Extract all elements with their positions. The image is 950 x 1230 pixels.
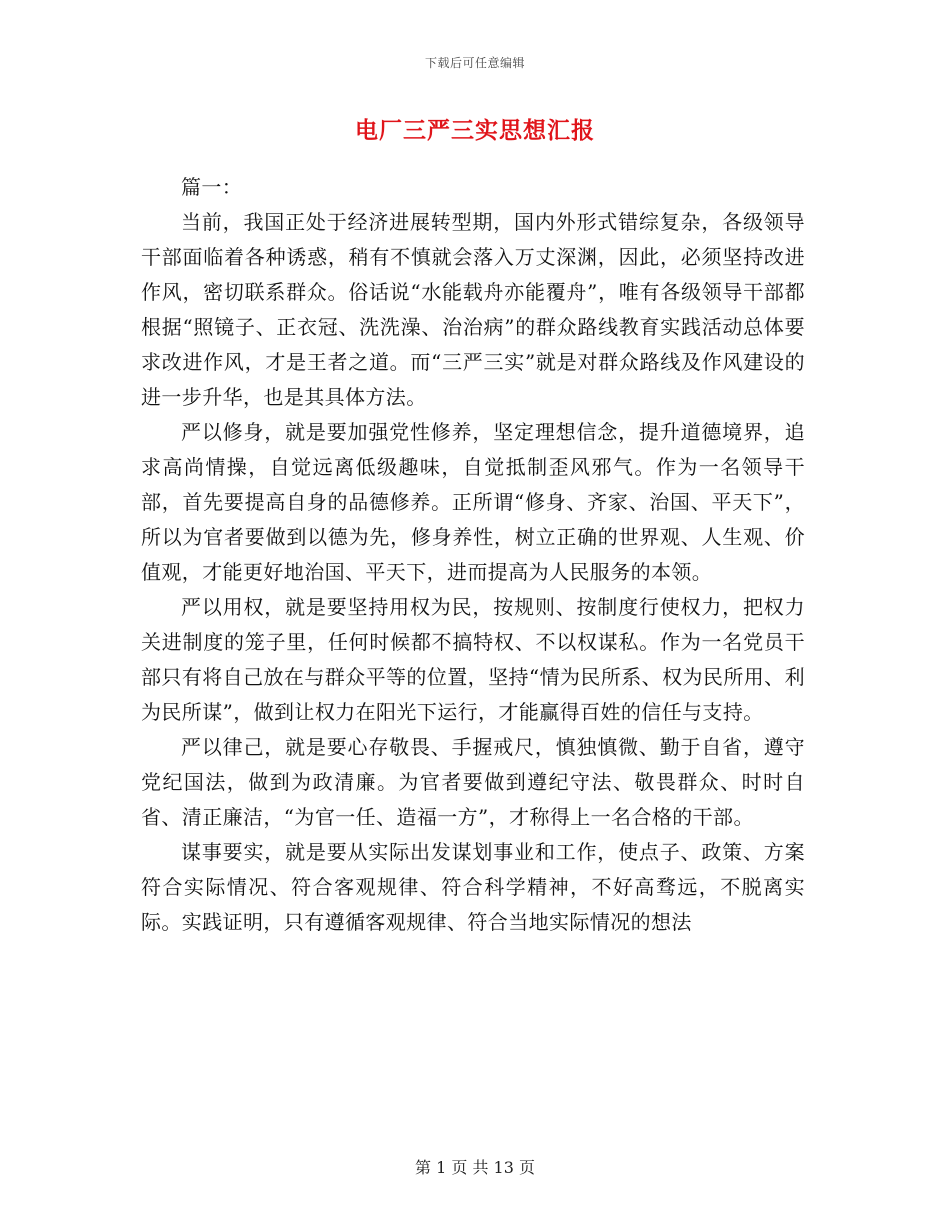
paragraph: 谋事要实，就是要从实际出发谋划事业和工作，使点子、政策、方案符合实际情况、符合客观规律、符合科学精神，不好高骛远，不脱离实际。实践证明，只有遵循客观规律、符合当地实际情况的想法	[141, 840, 805, 934]
document-title: 电厂三严三实思想汇报	[355, 117, 595, 144]
page-number-footer: 第 1 页 共 13 页	[415, 1158, 535, 1177]
paragraph: 严以律己，就是要心存敬畏、手握戒尺，慎独慎微、勤于自省，遵守党纪国法，做到为政清廉。为官者要做到遵纪守法、敬畏群众、时时自省、清正廉洁，“为官一任、造福一方”，才称得上一名合格的干部。	[141, 735, 805, 829]
paragraph: 当前，我国正处于经济进展转型期，国内外形式错综复杂，各级领导干部面临着各种诱惑，稍有不慎就会落入万丈深渊，因此，必须坚持改进作风，密切联系群众。俗话说“水能载舟亦能覆舟”，唯有各级领导干部都根据“照镜子、正衣冠、洗洗澡、治治病”的群众路线教育实践活动总体要求改进作风，才是王者之道。而“三严三实”就是对群众路线及作风建设的进一步升华，也是其具体方法。	[141, 210, 805, 409]
document-body	[141, 170, 805, 940]
paragraph: 严以修身，就是要加强党性修养，坚定理想信念，提升道德境界，追求高尚情操，自觉远离低级趣味，自觉抵制歪风邪气。作为一名领导干部，首先要提高自身的品德修养。正所谓“修身、齐家、治国、平天下”，所以为官者要做到以德为先，修身养性，树立正确的世界观、人生观、价值观，才能更好地治国、平天下，进而提高为人民服务的本领。	[141, 420, 805, 584]
header-note: 下载后可任意编辑	[424, 56, 525, 70]
section-label: 篇一：	[181, 175, 243, 199]
paragraph: 严以用权，就是要坚持用权为民，按规则、按制度行使权力，把权力关进制度的笼子里，任何时候都不搞特权、不以权谋私。作为一名党员干部只有将自己放在与群众平等的位置，坚持“情为民所系、权为民所用、利为民所谋”，做到让权力在阳光下运行，才能赢得百姓的信任与支持。	[141, 595, 805, 724]
